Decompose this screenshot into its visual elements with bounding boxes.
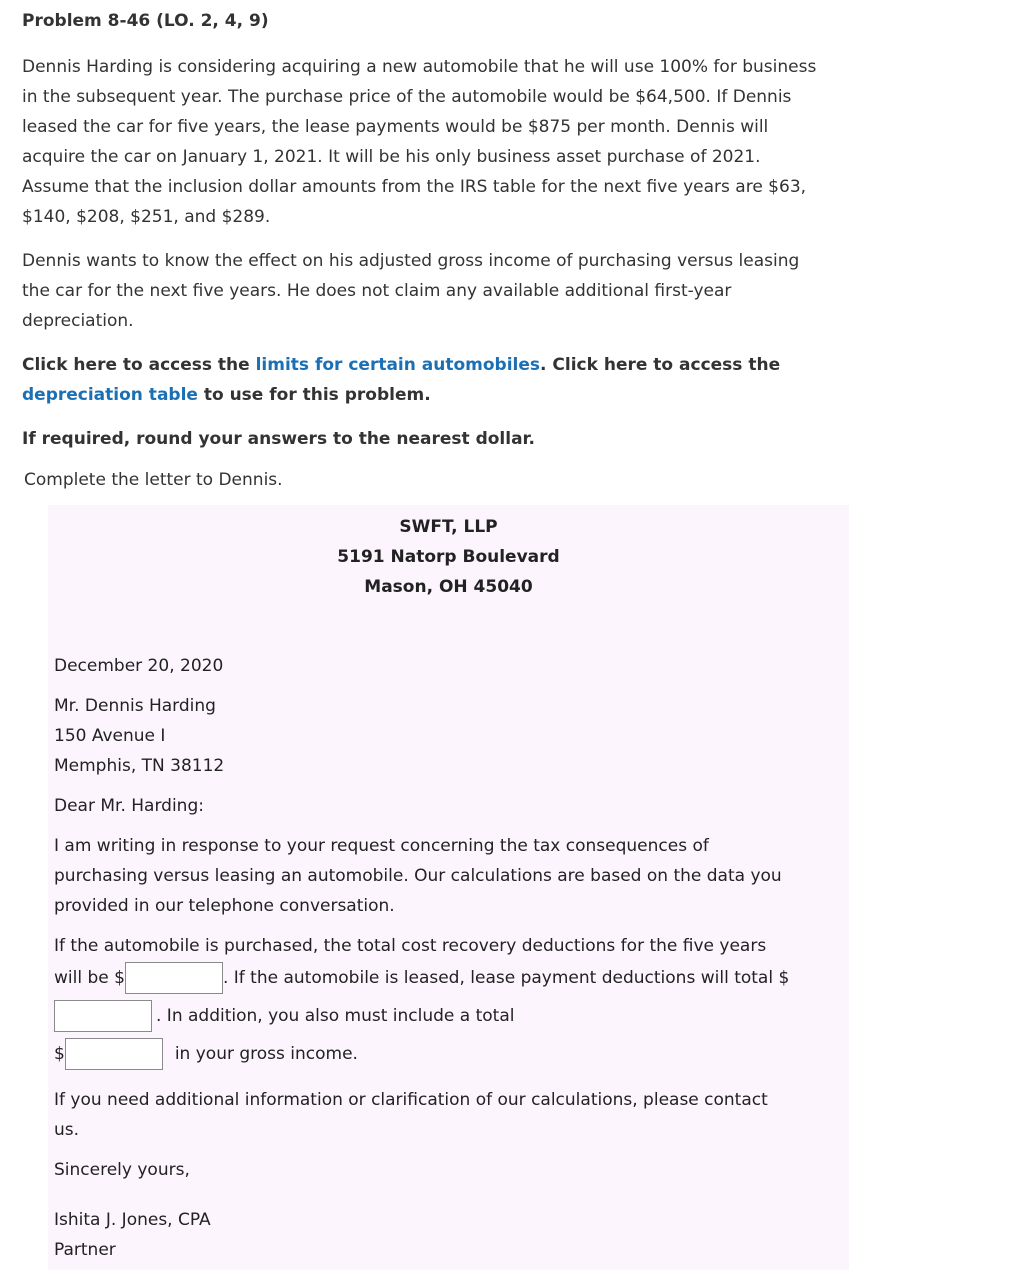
problem-title: Problem 8-46 (LO. 2, 4, 9) bbox=[22, 11, 269, 31]
link-middle: . Click here to access the bbox=[540, 355, 781, 375]
instruction: Complete the letter to Dennis. bbox=[24, 470, 283, 490]
signer-name: Ishita J. Jones, CPA bbox=[54, 1210, 211, 1230]
inclusion-total-input[interactable] bbox=[65, 1038, 163, 1070]
text-line: us. bbox=[54, 1120, 80, 1140]
text-line: purchasing versus leasing an automobile. Our calculations are based on the data you bbox=[54, 866, 782, 886]
signer-title: Partner bbox=[54, 1240, 116, 1260]
dollar-sign: $ bbox=[54, 1044, 65, 1064]
body2-line4 bbox=[54, 1037, 844, 1071]
letter-panel bbox=[48, 505, 849, 1270]
text-line: acquire the car on January 1, 2021. It will be his only business asset purchase of 2021. bbox=[22, 147, 761, 167]
text-line: Assume that the inclusion dollar amounts from the IRS table for the next five years are $63, bbox=[22, 177, 807, 197]
text-line bbox=[22, 380, 882, 410]
recipient-city: Memphis, TN 38112 bbox=[54, 756, 225, 776]
round-note: If required, round your answers to the nearest dollar. bbox=[22, 429, 535, 449]
limits-automobiles-link[interactable]: limits for certain automobiles bbox=[255, 355, 541, 375]
addition-text: . In addition, you also must include a total bbox=[156, 1006, 515, 1026]
link-prefix: Click here to access the bbox=[22, 355, 256, 375]
lease-total-input[interactable] bbox=[54, 1000, 152, 1032]
problem-question bbox=[22, 246, 882, 336]
body2-line2 bbox=[54, 961, 844, 995]
recipient-address bbox=[54, 691, 844, 781]
depreciation-table-link[interactable]: depreciation table bbox=[22, 385, 198, 405]
firm-street: 5191 Natorp Boulevard bbox=[337, 547, 560, 567]
leased-text: . If the automobile is leased, lease payment deductions will total $ bbox=[222, 968, 790, 988]
cost-recovery-input[interactable] bbox=[125, 962, 223, 994]
body2-line3 bbox=[54, 999, 844, 1033]
will-be-text: will be $ bbox=[54, 968, 125, 988]
text-line bbox=[22, 350, 882, 380]
text-line: If you need additional information or clarification of our calculations, please contact bbox=[54, 1090, 768, 1110]
resource-links bbox=[22, 350, 882, 410]
gross-income-text: in your gross income. bbox=[174, 1044, 358, 1064]
recipient-street: 150 Avenue I bbox=[54, 726, 166, 746]
text-line: the car for the next five years. He does not claim any available additional first-year bbox=[22, 281, 732, 301]
letter-intro bbox=[54, 831, 844, 921]
letter-date: December 20, 2020 bbox=[54, 656, 224, 676]
firm-name: SWFT, LLP bbox=[399, 517, 498, 537]
text-line: leased the car for five years, the lease payments would be $875 per month. Dennis will bbox=[22, 117, 769, 137]
text-line: provided in our telephone conversation. bbox=[54, 896, 395, 916]
letter-closing-para bbox=[54, 1085, 844, 1145]
recipient-name: Mr. Dennis Harding bbox=[54, 696, 216, 716]
body2-line1: If the automobile is purchased, the total cost recovery deductions for the five years bbox=[54, 936, 767, 956]
text-line: depreciation. bbox=[22, 311, 134, 331]
text-line: Dennis wants to know the effect on his adjusted gross income of purchasing versus leasing bbox=[22, 251, 800, 271]
text-line: in the subsequent year. The purchase price of the automobile would be $64,500. If Dennis bbox=[22, 87, 792, 107]
firm-city: Mason, OH 45040 bbox=[364, 577, 533, 597]
closing: Sincerely yours, bbox=[54, 1160, 190, 1180]
text-line: Dennis Harding is considering acquiring a new automobile that he will use 100% for business bbox=[22, 57, 817, 77]
problem-description bbox=[22, 52, 882, 232]
link-suffix: to use for this problem. bbox=[197, 385, 431, 405]
text-line: I am writing in response to your request concerning the tax consequences of bbox=[54, 836, 709, 856]
salutation: Dear Mr. Harding: bbox=[54, 796, 204, 816]
text-line: $140, $208, $251, and $289. bbox=[22, 207, 271, 227]
